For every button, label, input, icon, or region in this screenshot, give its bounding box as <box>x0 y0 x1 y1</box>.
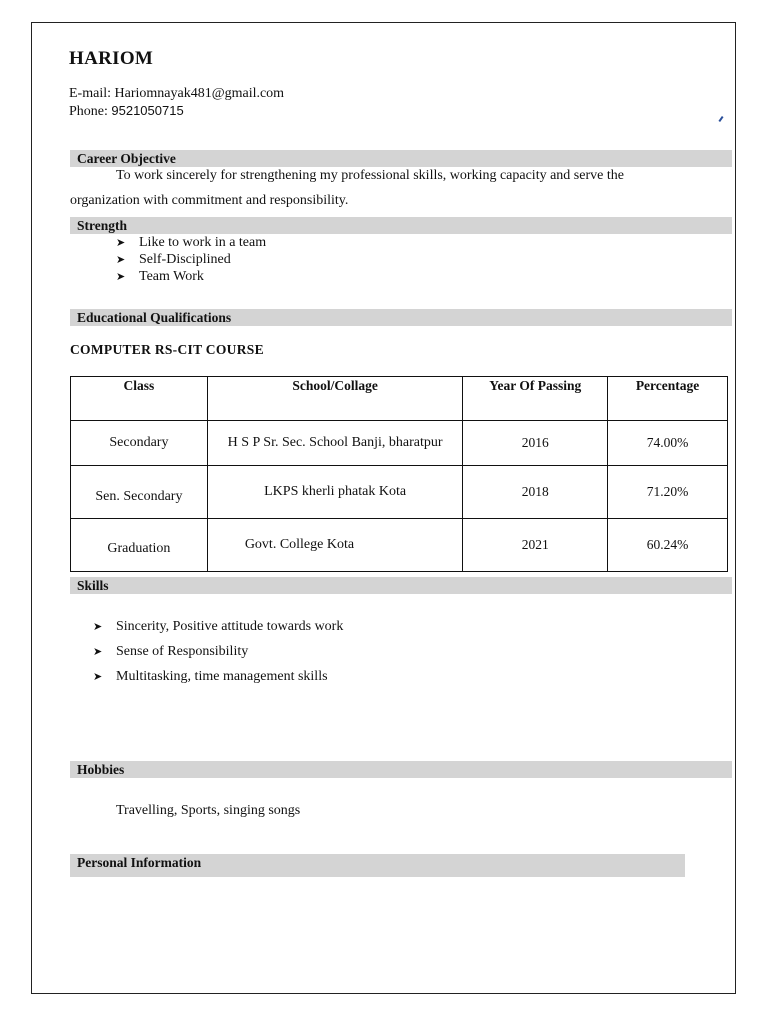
table-row <box>71 519 728 572</box>
table-cell: 60.24% <box>608 519 728 572</box>
education-table <box>70 376 728 572</box>
course-title: COMPUTER RS-CIT COURSE <box>70 342 264 357</box>
arrowhead-bullet-icon: ➤ <box>93 645 103 658</box>
career-objective-text <box>70 163 710 213</box>
arrowhead-bullet-icon: ➤ <box>93 670 103 683</box>
arrowhead-bullet-icon: ➤ <box>116 236 126 249</box>
career-objective-line2: organization with commitment and responsibility. <box>70 193 349 208</box>
candidate-name: HARIOM <box>69 48 154 69</box>
section-header-strength: Strength <box>70 217 732 234</box>
email-value[interactable]: Hariomnayak481@gmail.com <box>114 86 285 101</box>
section-header-skills: Skills <box>70 577 732 594</box>
list-item <box>93 614 343 639</box>
table-cell: Secondary <box>71 421 208 466</box>
arrowhead-bullet-icon: ➤ <box>116 253 126 266</box>
email-label: E-mail: <box>69 86 111 101</box>
section-header-career-objective: Career Objective <box>70 150 732 167</box>
table-cell: Govt. College Kota <box>207 519 463 572</box>
section-header-personal-information: Personal Information <box>70 854 685 877</box>
strength-list <box>116 234 266 285</box>
table-cell: Graduation <box>71 519 208 572</box>
list-item-text: Team Work <box>139 269 204 284</box>
table-row <box>71 421 728 466</box>
column-header-percentage: Percentage <box>608 377 728 421</box>
arrowhead-bullet-icon: ➤ <box>93 620 103 633</box>
phone-label: Phone: <box>69 104 108 119</box>
column-header-school: School/Collage <box>207 377 463 421</box>
table-row <box>71 466 728 519</box>
table-cell: 2016 <box>463 421 608 466</box>
career-objective-line1: To work sincerely for strengthening my professional skills, working capacity and serve the <box>116 168 624 183</box>
phone-line <box>69 103 184 120</box>
email-line <box>69 86 284 102</box>
phone-value: 9521050715 <box>111 103 184 118</box>
column-header-year: Year Of Passing <box>463 377 608 421</box>
table-cell: 71.20% <box>608 466 728 519</box>
table-cell: 2018 <box>463 466 608 519</box>
list-item-text: Self-Disciplined <box>139 252 231 267</box>
list-item <box>93 639 343 664</box>
list-item-text: Sincerity, Positive attitude towards work <box>116 619 344 634</box>
arrowhead-bullet-icon: ➤ <box>116 270 126 283</box>
column-header-class: Class <box>71 377 208 421</box>
list-item <box>116 268 266 285</box>
list-item <box>116 251 266 268</box>
table-cell: H S P Sr. Sec. School Banji, bharatpur <box>207 421 463 466</box>
hobbies-text: Travelling, Sports, singing songs <box>116 803 301 818</box>
table-cell: Sen. Secondary <box>71 466 208 519</box>
list-item <box>93 664 343 689</box>
list-item-text: Multitasking, time management skills <box>116 669 328 684</box>
table-cell: 74.00% <box>608 421 728 466</box>
table-cell: 2021 <box>463 519 608 572</box>
skills-list <box>93 614 343 689</box>
section-header-education: Educational Qualifications <box>70 309 732 326</box>
list-item-text: Sense of Responsibility <box>116 644 249 659</box>
table-header-row <box>71 377 728 421</box>
list-item-text: Like to work in a team <box>139 235 267 250</box>
section-header-hobbies: Hobbies <box>70 761 732 778</box>
table-cell: LKPS kherli phatak Kota <box>207 466 463 519</box>
list-item <box>116 234 266 251</box>
